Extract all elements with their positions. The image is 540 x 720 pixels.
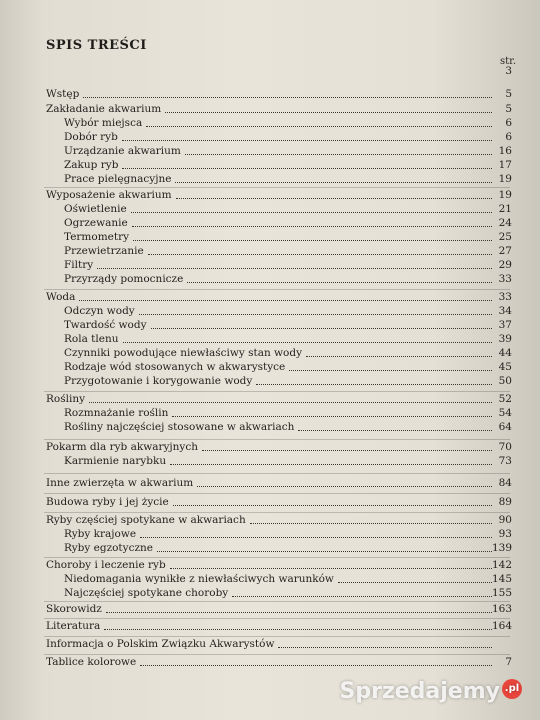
toc-entry-label: Filtry — [64, 259, 94, 271]
toc-leader-dots — [157, 551, 492, 552]
toc-page-number: 73 — [498, 455, 512, 467]
section-divider — [44, 493, 510, 494]
toc-leader-dots — [185, 154, 492, 155]
toc-page-number: 16 — [498, 145, 512, 157]
toc-entry — [0, 572, 540, 587]
toc-leader-dots — [250, 523, 492, 524]
toc-entry — [0, 420, 540, 435]
toc-leader-dots — [306, 356, 492, 357]
toc-entry-label: Zakup ryb — [64, 159, 119, 171]
toc-entry — [0, 258, 540, 273]
toc-page-number: 50 — [498, 375, 512, 387]
toc-entry — [0, 655, 540, 670]
toc-entry-label: Ryby krajowe — [64, 528, 137, 540]
page-column-label: str. — [499, 56, 516, 67]
toc-leader-dots — [187, 282, 492, 283]
toc-leader-dots — [83, 97, 492, 98]
toc-entry-label: Rodzaje wód stosowanych w akwarystyce — [64, 361, 286, 373]
toc-page-number: 142 — [491, 559, 512, 571]
toc-page-number: 21 — [498, 203, 512, 215]
toc-page-number: 44 — [498, 347, 512, 359]
toc-entry-label: Rola tlenu — [64, 333, 119, 345]
toc-entry-label: Karmienie narybku — [64, 455, 167, 467]
toc-entry — [0, 216, 540, 231]
toc-page-number: 17 — [498, 159, 512, 171]
toc-leader-dots — [122, 168, 492, 169]
toc-page-number: 25 — [498, 231, 512, 243]
toc-leader-dots — [256, 384, 492, 385]
toc-entry-label: Wybór miejsca — [64, 117, 143, 129]
sprzedajemy-watermark — [340, 679, 523, 704]
toc-leader-dots — [132, 226, 492, 227]
toc-entry-label: Ryby egzotyczne — [64, 542, 153, 554]
toc-entry — [0, 272, 540, 287]
toc-leader-dots — [170, 568, 492, 569]
toc-entry — [0, 527, 540, 542]
toc-leader-dots — [123, 342, 493, 343]
toc-entry — [0, 144, 540, 159]
toc-entry-label: Choroby i leczenie ryb — [46, 559, 166, 571]
toc-entry — [0, 87, 540, 102]
toc-entry-label: Przewietrzanie — [64, 245, 144, 257]
toc-page-number: 3 — [505, 65, 512, 77]
toc-leader-dots — [151, 328, 492, 329]
toc-leader-dots — [122, 140, 492, 141]
toc-page-number: 19 — [498, 173, 512, 185]
toc-page-number: 145 — [491, 573, 512, 585]
toc-page-number: 7 — [505, 656, 512, 668]
toc-entry-label: Inne zwierzęta w akwarium — [46, 477, 194, 489]
toc-entry-label: Skorowidz — [46, 603, 102, 615]
toc-page-number: 5 — [505, 88, 512, 100]
toc-leader-dots — [148, 254, 492, 255]
toc-entry-label: Najczęściej spotykane choroby — [64, 587, 229, 599]
toc-page-number: 24 — [498, 217, 512, 229]
watermark-badge: .pl — [502, 679, 522, 699]
toc-entry — [0, 495, 540, 510]
toc-leader-dots — [89, 402, 492, 403]
toc-entry — [0, 454, 540, 469]
toc-entry — [0, 188, 540, 203]
toc-page-number: 52 — [498, 393, 512, 405]
toc-page-number: 39 — [498, 333, 512, 345]
toc-leader-dots — [172, 416, 492, 417]
toc-page-number: 90 — [498, 514, 512, 526]
toc-page-number: 54 — [498, 407, 512, 419]
toc-entry-label: Rośliny najczęściej stosowane w akwariach — [64, 421, 295, 433]
toc-page-number: 6 — [505, 117, 512, 129]
toc-page-number: 33 — [498, 273, 512, 285]
watermark-text: Sprzedajemy — [339, 679, 500, 704]
toc-entry-label: Niedomagania wynikłe z niewłaściwych warunków — [64, 573, 334, 585]
toc-entry — [0, 360, 540, 375]
page-title: SPIS TREŚCI — [46, 38, 147, 53]
toc-page-number: 29 — [498, 259, 512, 271]
toc-entry — [0, 116, 540, 131]
toc-page-number: 139 — [491, 542, 512, 554]
toc-entry — [0, 476, 540, 491]
toc-leader-dots — [140, 537, 492, 538]
toc-leader-dots — [176, 198, 492, 199]
toc-entry-label: Prace pielęgnacyjne — [64, 173, 172, 185]
toc-entry-label: Wstęp — [46, 88, 80, 100]
toc-leader-dots — [278, 647, 492, 648]
toc-leader-dots — [197, 486, 492, 487]
toc-page-number: 155 — [491, 587, 512, 599]
toc-entry-label: Czynniki powodujące niewłaściwy stan wody — [64, 347, 303, 359]
toc-leader-dots — [104, 629, 492, 630]
toc-entry — [0, 244, 540, 259]
toc-leader-dots — [79, 300, 492, 301]
toc-entry — [0, 513, 540, 528]
toc-entry — [0, 318, 540, 333]
toc-page-number: 45 — [498, 361, 512, 373]
toc-entry — [0, 619, 540, 634]
toc-entry — [0, 406, 540, 421]
toc-entry-label: Informacja o Polskim Związku Akwarystów — [46, 638, 275, 650]
toc-page-number: 6 — [505, 131, 512, 143]
toc-entry — [0, 440, 540, 455]
toc-entry — [0, 602, 540, 617]
toc-entry — [0, 202, 540, 217]
toc-leader-dots — [106, 612, 492, 613]
toc-entry — [0, 392, 540, 407]
toc-entry-label: Zakładanie akwarium — [46, 103, 162, 115]
toc-leader-dots — [140, 665, 492, 666]
toc-entry-label: Termometry — [64, 231, 130, 243]
toc-leader-dots — [289, 370, 492, 371]
toc-entry-label: Twardość wody — [64, 319, 147, 331]
toc-entry-label: Woda — [46, 291, 76, 303]
toc-page-number: 93 — [498, 528, 512, 540]
toc-page-number: 164 — [491, 620, 512, 632]
toc-entry-label: Rozmnażanie roślin — [64, 407, 169, 419]
toc-page-number: 19 — [498, 189, 512, 201]
toc-entry — [0, 158, 540, 173]
toc-entry-label: Dobór ryb — [64, 131, 118, 143]
toc-leader-dots — [170, 464, 492, 465]
toc-page-number: 5 — [505, 103, 512, 115]
toc-entry — [0, 102, 540, 117]
toc-entry-label: Urządzanie akwarium — [64, 145, 181, 157]
toc-page-number: 37 — [498, 319, 512, 331]
toc-leader-dots — [97, 268, 492, 269]
toc-leader-dots — [232, 596, 492, 597]
toc-page-number: 163 — [491, 603, 512, 615]
toc-entry-label: Wyposażenie akwarium — [46, 189, 172, 201]
toc-entry-label: Budowa ryby i jej życie — [46, 496, 169, 508]
toc-entry-label: Oświetlenie — [64, 203, 127, 215]
toc-entry-label: Ryby częściej spotykane w akwariach — [46, 514, 246, 526]
toc-leader-dots — [338, 582, 492, 583]
toc-entry — [0, 230, 540, 245]
toc-entry — [0, 541, 540, 556]
section-divider — [44, 473, 510, 474]
toc-leader-dots — [173, 505, 492, 506]
toc-entry-label: Tablice kolorowe — [46, 656, 137, 668]
toc-page-number: 84 — [498, 477, 512, 489]
toc-leader-dots — [298, 430, 492, 431]
toc-leader-dots — [175, 182, 492, 183]
toc-leader-dots — [133, 240, 492, 241]
toc-entry — [0, 130, 540, 145]
toc-entry — [0, 586, 540, 601]
toc-leader-dots — [165, 112, 492, 113]
toc-entry-label: Rośliny — [46, 393, 86, 405]
toc-page-number: 89 — [498, 496, 512, 508]
toc-entry — [0, 290, 540, 305]
toc-entry-label: Pokarm dla ryb akwaryjnych — [46, 441, 198, 453]
toc-entry — [0, 374, 540, 389]
toc-leader-dots — [139, 314, 492, 315]
toc-page-number: 33 — [498, 291, 512, 303]
toc-page-number: 70 — [498, 441, 512, 453]
toc-entry-label: Przyrządy pomocnicze — [64, 273, 184, 285]
toc-entry — [0, 304, 540, 319]
toc-entry-label: Literatura — [46, 620, 101, 632]
toc-page-number: 64 — [498, 421, 512, 433]
toc-page-number: 27 — [498, 245, 512, 257]
toc-entry — [0, 332, 540, 347]
toc-leader-dots — [131, 212, 492, 213]
toc-entry-label: Ogrzewanie — [64, 217, 128, 229]
toc-page-number: 34 — [498, 305, 512, 317]
toc-entry — [0, 558, 540, 573]
toc-leader-dots — [146, 126, 492, 127]
toc-entry — [0, 637, 540, 652]
toc-entry — [0, 172, 540, 187]
toc-entry — [0, 346, 540, 361]
toc-leader-dots — [202, 450, 492, 451]
toc-entry-label: Przygotowanie i korygowanie wody — [64, 375, 253, 387]
toc-entry-label: Odczyn wody — [64, 305, 135, 317]
